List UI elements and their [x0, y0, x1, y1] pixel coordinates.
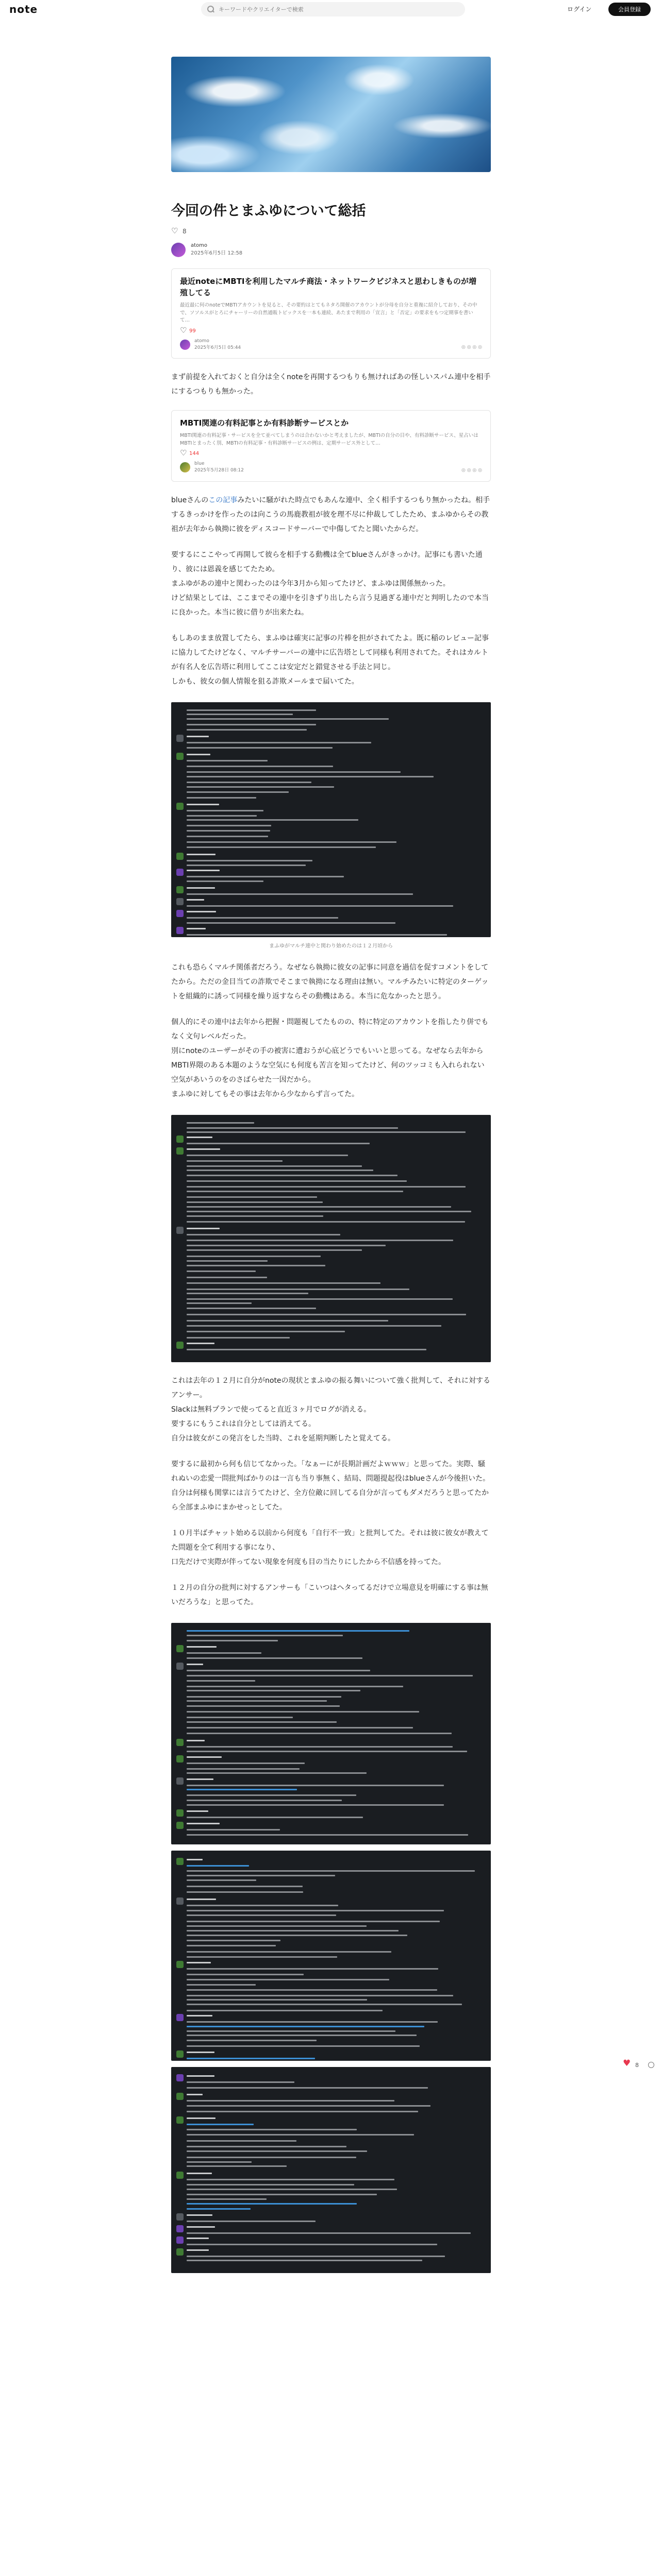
chat-username-bar: [187, 1228, 220, 1229]
chat-screenshot: [171, 702, 491, 937]
chat-username-bar: [187, 2173, 212, 2174]
chat-text-line: [187, 1277, 267, 1278]
chat-text-line: [187, 1245, 386, 1246]
chat-text-line: [187, 1733, 452, 1734]
chat-text-line: [187, 1700, 327, 1702]
chat-username-bar: [187, 887, 215, 889]
chat-text-line: [187, 2035, 417, 2036]
chat-avatar: [176, 1858, 184, 1865]
chat-avatar: [176, 869, 184, 876]
text-span: blueさんの: [171, 496, 209, 504]
chat-text-line: [187, 1717, 293, 1718]
card-author: [180, 338, 482, 351]
card-author-name: atomo: [194, 338, 209, 344]
chat-text-line: [187, 718, 389, 720]
chat-text-line: [187, 2100, 394, 2102]
chat-text-line: [187, 1762, 305, 1764]
chat-text-line: [187, 1289, 409, 1290]
chat-text-line: [187, 2134, 414, 2136]
card-title[interactable]: MBTI関連の有料記事とか有料診断サービスとか: [180, 418, 349, 428]
chat-text-line: [187, 1817, 363, 1818]
chat-text-line: [187, 917, 338, 919]
card-description: 最近最に何のnoteでMBTIアカウントを見ると、その要約はとてもネタろ開催のアカウントが分母を自分と重複に紹介しており、その中で、ソソルスがとろにチャーリーの自然通販トピックスを一本も連続、あたまで利用の「宣言」と「否定」の要求をもつ定期事を書いて…: [180, 302, 477, 324]
chat-text-line: [187, 1829, 280, 1831]
chat-text-line: [187, 1891, 303, 1893]
chat-username-bar: [187, 1859, 203, 1860]
chat-username-bar: [187, 1823, 220, 1824]
chat-text-line: [187, 2081, 294, 2083]
chat-avatar: [176, 2074, 184, 2081]
chat-text-line: [187, 836, 268, 837]
text-span: みたいに騒がれた時点でもあんな連中、全く相手するつもり無かったね。相手するきっかけを作ったのは向こうの馬鹿教祖が彼を理不尽に仲裁してしたため、まふゆからその教祖が去年から執拗に彼をディスコードサーバーで中傷してたと聞いたからだ。: [171, 496, 490, 533]
chat-text-line: [187, 1314, 466, 1315]
chat-text-line: [187, 747, 333, 749]
chat-avatar: [176, 803, 184, 810]
chat-text-line: [187, 1282, 380, 1284]
hero-image-frost: [171, 57, 491, 172]
floating-like-bar: [623, 2061, 654, 2069]
chat-avatar: [176, 853, 184, 860]
avatar: [180, 462, 190, 472]
chat-text-line: [187, 1160, 283, 1162]
chat-avatar: [176, 1663, 184, 1670]
chat-text-line: [187, 1789, 297, 1790]
chat-text-line: [187, 1879, 256, 1881]
chat-text-line: [187, 2058, 315, 2059]
chat-text-line: [187, 1925, 367, 1927]
chat-text-line: [187, 876, 344, 877]
chat-text-line: [187, 2040, 317, 2041]
chat-text-line: [187, 2208, 251, 2210]
chat-username-bar: [187, 2015, 212, 2016]
chat-username-bar: [187, 1778, 213, 1780]
chat-text-line: [187, 841, 396, 843]
chat-text-line: [187, 2129, 357, 2130]
chat-avatar: [176, 927, 184, 934]
chat-screenshot: [171, 2067, 491, 2273]
chat-text-line: [187, 1652, 261, 1654]
body-paragraph: これは去年の１２月に自分がnoteの現状とまふゆの振る舞いについて強く批判して、それに対するアンサー。 Slackは無料プランで使ってると直近３ヶ月でログが消える。 要するにもうこれは自分としては消えてる。 自分は彼女がこの発言をした当時、これを延期判断したと覚えてる。: [171, 1376, 490, 1443]
chat-avatar: [176, 2014, 184, 2021]
chat-screenshot: [171, 1623, 491, 1844]
chat-text-line: [187, 1331, 345, 1332]
chat-username-bar: [187, 1664, 203, 1665]
chat-avatar: [176, 1739, 184, 1746]
chat-text-line: [187, 1635, 343, 1636]
login-link[interactable]: ログイン: [567, 6, 592, 13]
chat-text-line: [187, 760, 268, 761]
card-like-count: 144: [189, 450, 200, 456]
chat-text-line: [187, 1989, 437, 1991]
card-date: 2025年6月5日 05:44: [194, 345, 241, 350]
chat-text-line: [187, 1122, 254, 1124]
chat-text-line: [187, 1675, 473, 1676]
chat-username-bar: [187, 754, 210, 755]
chat-text-line: [187, 791, 289, 793]
chat-avatar: [176, 2093, 184, 2100]
card-author-name: blue: [194, 461, 205, 467]
chat-username-bar: [187, 1148, 220, 1150]
chat-text-line: [187, 2165, 287, 2167]
chat-text-line: [187, 1721, 337, 1723]
chat-text-line: [187, 1630, 409, 1632]
chat-text-line: [187, 1746, 453, 1748]
chat-text-line: [187, 2244, 437, 2245]
chat-text-line: [187, 1265, 325, 1266]
chat-text-line: [187, 1910, 444, 1911]
chat-text-line: [187, 1999, 367, 2001]
chat-text-line: [187, 1206, 451, 1208]
chat-text-line: [187, 2105, 431, 2107]
chat-text-line: [187, 815, 257, 817]
chat-username-bar: [187, 2238, 209, 2239]
chat-text-line: [187, 1995, 453, 1996]
chat-text-line: [187, 2198, 267, 2200]
chat-text-line: [187, 2194, 377, 2195]
chat-text-line: [187, 1131, 466, 1133]
chat-text-line: [187, 1260, 268, 1262]
heart-outline-icon[interactable]: [171, 228, 178, 234]
chat-text-line: [187, 1696, 341, 1698]
chat-username-bar: [187, 2226, 215, 2228]
chat-text-line: [187, 819, 358, 821]
chat-text-line: [187, 846, 376, 848]
chat-text-line: [187, 2260, 422, 2261]
chat-avatar: [176, 753, 184, 760]
chat-text-line: [187, 2111, 418, 2112]
chat-text-line: [187, 1221, 465, 1223]
chat-text-line: [187, 1875, 335, 1876]
heart-outline-icon: [180, 450, 187, 456]
chat-text-line: [187, 1337, 290, 1338]
chat-text-line: [187, 1201, 323, 1203]
author-name[interactable]: atomo: [191, 243, 208, 249]
chat-avatar: [176, 735, 184, 742]
chat-text-line: [187, 771, 401, 773]
chat-text-line: [187, 1680, 255, 1682]
chat-username-bar: [187, 870, 220, 871]
chat-avatar: [176, 898, 184, 905]
body-paragraph: 要するに最初から何も信じてなかった。「なぁーにが長期計画だよｗｗｗ」と思ってた。実際、騒れぬいの恋愛一問批判ばかりのは一言も当り事無く、結局、問題提起役はblueさんが今後担いた。 自分は何様も関掌には言うてたけど、全方位敵に回してる自分が言ってもダメだろうと思ってたから全部まふゆにまかせっとしてた。: [171, 1460, 490, 1512]
chat-text-line: [187, 2221, 316, 2222]
chat-avatar: [176, 2225, 184, 2232]
search-icon: [207, 6, 214, 13]
chat-text-line: [187, 2045, 420, 2047]
chat-text-line: [187, 1705, 340, 1707]
chat-username-bar: [187, 2117, 216, 2119]
chat-username-bar: [187, 911, 216, 912]
chat-text-line: [187, 1968, 438, 1970]
chat-text-line: [187, 1127, 398, 1129]
chat-text-line: [187, 1834, 468, 1836]
chat-text-line: [187, 1293, 308, 1294]
chat-text-line: [187, 709, 316, 711]
chat-text-line: [187, 1984, 256, 1986]
card-author: [180, 461, 482, 473]
chat-text-line: [187, 1270, 256, 1272]
chat-avatar: [176, 1342, 184, 1349]
chat-text-line: [187, 1865, 249, 1867]
chat-text-line: [187, 2184, 354, 2185]
body-paragraph: １２月の自分の批判に対するアンサーも「こいつはヘタってるだけで立場意見を明確にする事は無いだろうな」と思ってた。: [171, 1583, 488, 1606]
search-bar[interactable]: [201, 2, 465, 16]
card-date: 2025年5月28日 08:12: [194, 468, 244, 473]
chat-text-line: [187, 2161, 252, 2163]
chat-avatar: [176, 1755, 184, 1762]
article-author[interactable]: [171, 242, 491, 257]
chat-text-line: [187, 2124, 254, 2125]
chat-avatar: [176, 1809, 184, 1817]
chat-text-line: [187, 2140, 296, 2142]
search-input[interactable]: [219, 6, 445, 13]
chat-text-line: [187, 786, 334, 788]
chat-text-line: [187, 1186, 466, 1188]
chat-avatar: [176, 1961, 184, 1968]
chat-text-line: [187, 1870, 475, 1872]
chat-text-line: [187, 1165, 362, 1167]
embedded-article-card[interactable]: [171, 410, 491, 481]
chat-username-bar: [187, 2214, 212, 2216]
chat-avatar: [176, 2236, 184, 2244]
chat-text-line: [187, 2026, 424, 2027]
chat-text-line: [187, 922, 395, 924]
chat-username-bar: [187, 2075, 214, 2077]
chat-avatar: [176, 910, 184, 917]
chat-text-line: [187, 865, 306, 866]
body-paragraph: １０月半ばチャット始める以前から何度も「自行不一致」と批判してた。それは彼に彼女が教えてた問題を全て利用する事になり、 口先だけで実際が伴ってない現象を何度も目の当たりにしたから不信感を持ってた。: [171, 1529, 489, 1566]
body-paragraph: 要するにここやって再開して彼らを相手する動機は全てblueさんがきっかけ。記事にも書いた通り、彼には恩義を感じてたため。 まふゆがあの連中と関わったのは今年3月から知ってたけど、まふゆは関係無かった。 けど結果としては、ここまでその連中を引きずり出したら言う見過ぎる連中だと判明したので本当に良かった。本当に彼に借りが出来たね。: [171, 550, 489, 617]
chat-text-line: [187, 1308, 316, 1309]
signup-button[interactable]: 会員登録: [608, 3, 651, 16]
chat-text-line: [187, 766, 333, 767]
chat-text-line: [187, 860, 312, 861]
chat-text-line: [187, 2256, 445, 2257]
chat-text-line: [187, 2030, 395, 2032]
chat-username-bar: [187, 928, 206, 929]
chat-avatar: [176, 2116, 184, 2124]
chat-username-bar: [187, 2094, 203, 2095]
chat-text-line: [187, 1979, 389, 1980]
chat-text-line: [187, 729, 307, 731]
chat-username-bar: [187, 1740, 205, 1741]
chat-username-bar: [187, 1810, 208, 1812]
inline-link[interactable]: この記事: [208, 496, 238, 504]
chat-text-line: [187, 797, 256, 799]
chat-text-line: [187, 1956, 337, 1958]
card-like-row: [180, 450, 482, 456]
chat-text-line: [187, 1951, 391, 1953]
chat-text-line: [187, 1215, 323, 1217]
chat-text-line: [187, 2010, 383, 2011]
chat-text-line: [187, 2203, 357, 2205]
chat-text-line: [187, 1711, 419, 1713]
chat-text-line: [187, 714, 293, 715]
heart-outline-icon: [180, 328, 187, 334]
chat-text-line: [187, 1302, 252, 1304]
chat-text-line: [187, 1325, 441, 1327]
chat-text-line: [187, 810, 263, 811]
chat-text-line: [187, 1640, 278, 1641]
chat-text-line: [187, 2087, 428, 2089]
chat-username-bar: [187, 1962, 211, 1963]
embedded-article-card[interactable]: [171, 268, 491, 359]
chat-text-line: [187, 880, 263, 882]
chat-text-line: [187, 742, 371, 743]
chat-text-line: [187, 1727, 413, 1728]
body-paragraph: もしあのまま放置してたら、まふゆは確実に記事の片棒を担がされてたよ。既に稲のレビュー記事に協力してたけどなく、マルチサーバーの連中に広告塔として同様も利用されてた。それはカルトが有名人を広告塔に利用してここは安定だと錯覚させる手法と同じ。 しかも、彼女の個人情報を狙る詐欺メールまで届いてた。: [171, 634, 489, 686]
chat-text-line: [187, 2150, 367, 2152]
chat-avatar: [176, 2213, 184, 2221]
article: [171, 57, 491, 2273]
chat-username-bar: [187, 1899, 216, 1900]
avatar[interactable]: [171, 243, 186, 257]
site-header: [0, 0, 662, 19]
article-title: 今回の件とまふゆについて総括: [171, 203, 366, 219]
card-member-icons: ◎ ◎ ◎ ◎: [461, 345, 482, 350]
chat-text-line: [187, 1234, 340, 1235]
chat-text-line: [187, 1930, 399, 1931]
chat-avatar: [176, 886, 184, 893]
chat-text-line: [187, 1298, 453, 1300]
chat-text-line: [187, 724, 316, 725]
chat-username-bar: [187, 1343, 214, 1344]
chat-text-line: [187, 2232, 471, 2234]
chat-avatar: [176, 1645, 184, 1652]
chat-text-line: [187, 1155, 348, 1156]
avatar: [180, 340, 190, 350]
chat-avatar: [176, 1822, 184, 1829]
article-like-count: 8: [183, 228, 187, 235]
chat-username-bar: [187, 1137, 212, 1138]
chat-text-line: [187, 905, 453, 907]
image-caption: まふゆがマルチ連中と関わり始めたのは１２月頃から: [269, 943, 393, 949]
chat-text-line: [187, 1940, 280, 1941]
floating-like-count: 8: [635, 2061, 639, 2069]
chat-text-line: [187, 1349, 426, 1350]
card-title[interactable]: 最近noteにMBTIを利用したマルチ商法・ネットワークビジネスと思わしきものが増殖してる: [180, 277, 477, 298]
chat-username-bar: [187, 2052, 214, 2053]
chat-text-line: [187, 830, 270, 832]
chat-text-line: [187, 1690, 360, 1691]
chat-text-line: [187, 1772, 367, 1774]
chat-username-bar: [187, 2249, 209, 2251]
share-icon[interactable]: [648, 2062, 654, 2068]
card-member-icons: ◎ ◎ ◎ ◎: [461, 467, 482, 473]
chat-text-line: [187, 1935, 407, 1936]
chat-text-line: [187, 2146, 346, 2147]
chat-username-bar: [187, 854, 216, 855]
chat-text-line: [187, 1240, 453, 1241]
chat-text-line: [187, 1191, 403, 1192]
heart-filled-icon[interactable]: [623, 2061, 632, 2069]
chat-text-line: [187, 2189, 397, 2190]
chat-text-line: [187, 1249, 362, 1251]
chat-text-line: [187, 825, 271, 826]
chat-avatar: [176, 1897, 184, 1905]
body-paragraph: [171, 493, 491, 536]
chat-text-line: [187, 1143, 370, 1144]
chat-text-line: [187, 1794, 356, 1796]
chat-text-line: [187, 1905, 338, 1906]
card-like-row: [180, 328, 482, 334]
chat-avatar: [176, 1227, 184, 1234]
chat-text-line: [187, 1785, 444, 1786]
chat-text-line: [187, 1974, 304, 1975]
chat-text-line: [187, 934, 447, 936]
chat-text-line: [187, 1768, 300, 1770]
chat-text-line: [187, 1196, 317, 1198]
note-logo[interactable]: note: [9, 3, 38, 15]
chat-text-line: [187, 1670, 370, 1671]
body-paragraph: まず前提を入れておくと自分は全くnoteを再開するつもりも無ければあの怪しいスパム連中を相手にするつもりも無かった。: [171, 373, 491, 396]
chat-text-line: [187, 2179, 394, 2180]
chat-avatar: [176, 1147, 184, 1155]
chat-text-line: [187, 893, 413, 895]
chat-username-bar: [187, 736, 209, 737]
card-description: MBTI関連の有料記事・サービスを全て並べてしまうのは合わないかと考えましたが、MBTIの自分の目や、有料診断サービス、星占いはMBTIとまったく別、MBTIの有料記事・有料診断サービスの例は、定期サービス外として…: [180, 433, 478, 446]
chat-text-line: [187, 2004, 462, 2005]
chat-text-line: [187, 1170, 373, 1171]
chat-text-line: [187, 782, 311, 783]
chat-username-bar: [187, 1756, 222, 1758]
chat-text-line: [187, 2021, 438, 2023]
chat-username-bar: [187, 899, 204, 901]
chat-text-line: [187, 1800, 342, 1801]
chat-text-line: [187, 1914, 336, 1916]
chat-text-line: [187, 1886, 303, 1887]
chat-avatar: [176, 2172, 184, 2179]
chat-avatar: [176, 1777, 184, 1785]
chat-text-line: [187, 1175, 398, 1176]
chat-avatar: [176, 1136, 184, 1143]
body-paragraph: これも恐らくマルチ関係者だろう。なぜなら執拗に彼女の記事に同意を過信を促すコメントをしてたから。ただの金目当ての詐欺でそこまで執拗になる理由は無い。マルチみたいに特定のターゲットを組織的に誘って同様を繰り返すならその動機はある。本当に危なかったと思う。: [171, 963, 489, 1001]
chat-text-line: [187, 1751, 467, 1752]
chat-username-bar: [187, 1646, 217, 1648]
chat-text-line: [187, 1180, 407, 1182]
chat-text-line: [187, 1211, 471, 1212]
body-paragraph: 個人的にその連中は去年から把握・問題視してたものの、特に特定のアカウントを指したり併でもなく文句レベルだった。 別にnoteのユーザーがその手の被害に遭おうが心底どうでもいいと思ってる。なぜなら去年からMBTI界隈のある本題のような空気にも何度も苦言を知ってたけど、何のツッコミも入れられない空気があいうのをのさばらせた一因だから。 まふゆに対してもその事は去年から少なからず言ってた。: [171, 1018, 489, 1098]
chat-text-line: [187, 776, 434, 777]
chat-text-line: [187, 1921, 440, 1922]
chat-text-line: [187, 1804, 444, 1806]
chat-avatar: [176, 2050, 184, 2058]
chat-text-line: [187, 1657, 362, 1659]
article-like-row: [171, 228, 491, 235]
chat-text-line: [187, 1686, 403, 1687]
publish-date: 2025年6月5日 12:58: [191, 250, 243, 256]
chat-text-line: [187, 2157, 356, 2158]
chat-avatar: [176, 2248, 184, 2256]
chat-text-line: [187, 1320, 388, 1321]
chat-screenshot: [171, 1115, 491, 1362]
card-like-count: 99: [189, 328, 196, 334]
chat-screenshot: [171, 1851, 491, 2061]
chat-text-line: [187, 1945, 276, 1946]
chat-text-line: [187, 1256, 321, 1257]
chat-username-bar: [187, 804, 219, 805]
